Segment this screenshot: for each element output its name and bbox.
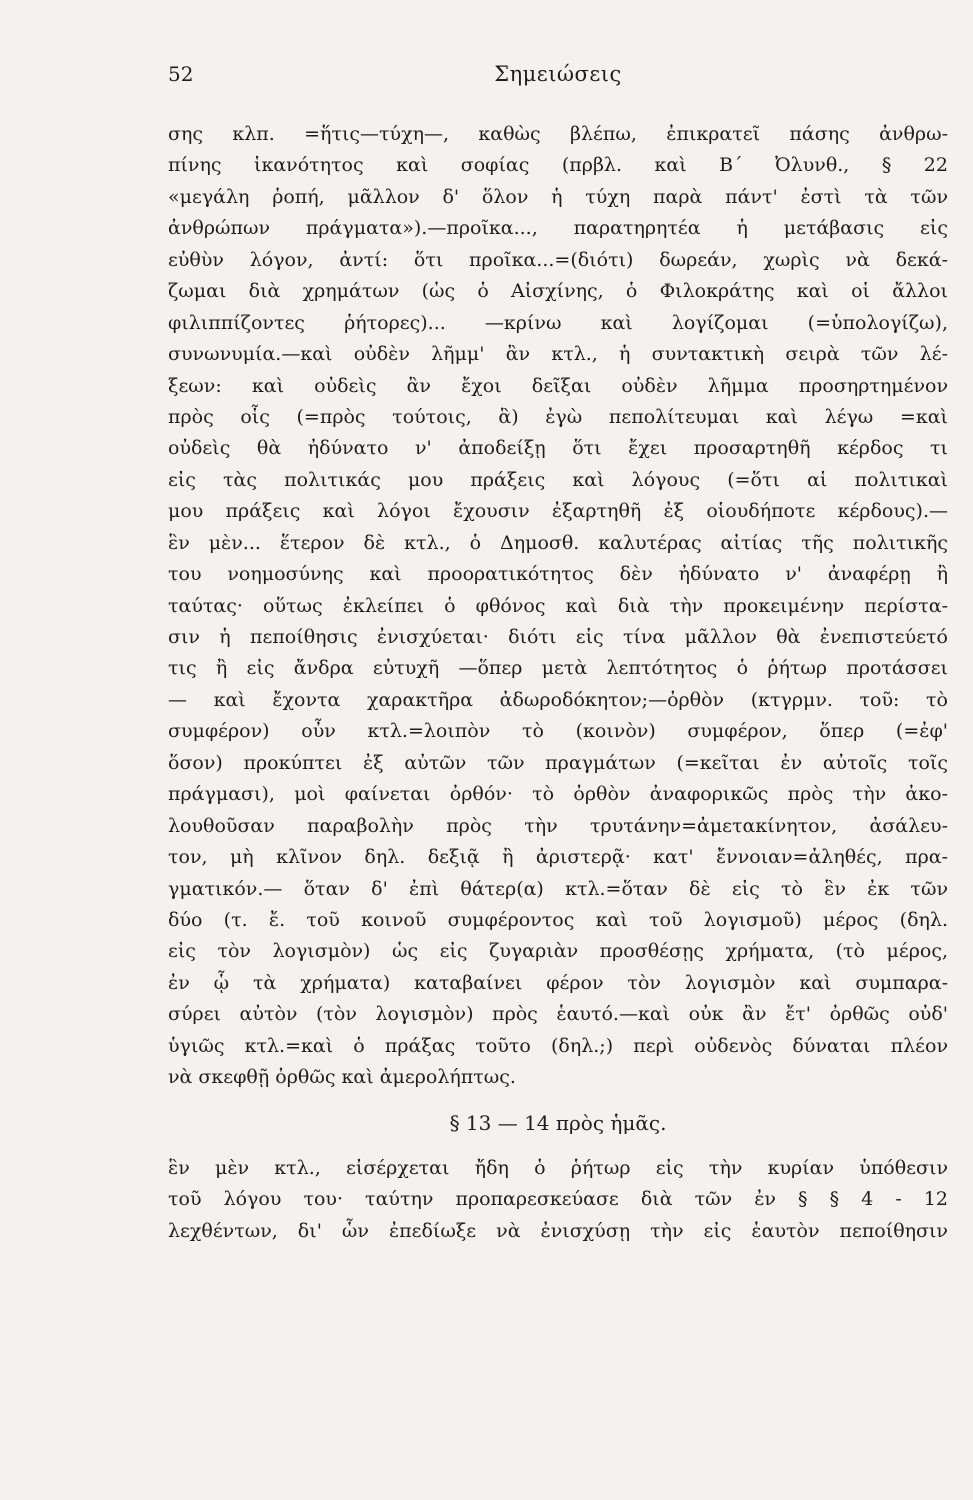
text-line: ἀνθρώπων πράγματα»).—προῖκα..., παρατηρητέα ἡ μετάβασις εἰς [168,217,948,240]
text-line: πράγμασι), μοὶ φαίνεται ὀρθόν· τὸ ὀρθὸν ἀναφορικῶς πρὸς τὴν ἀκο- [168,783,948,806]
spacer [168,1139,948,1153]
text-line: νὰ σκεφθῇ ὀρθῶς καὶ ἀμερολήπτως. [168,1066,516,1089]
text-line: «μεγάλη ῥοπή, μᾶλλον δ' ὅλον ἡ τύχη παρὰ πάντ' ἐστὶ τὰ τῶν [168,185,948,208]
text-line: σύρει αὐτὸν (τὸν λογισμὸν) πρὸς ἑαυτό.—καὶ οὐκ ἂν ἔτ' ὀρθῶς οὐδ' [168,1003,948,1026]
text-line: ὅσον) προκύπτει ἐξ αὐτῶν τῶν πραγμάτων (=κεῖται ἐν αὐτοῖς τοῖς [168,751,948,774]
text-line: ἓν μὲν κτλ., εἰσέρχεται ἤδη ὁ ῥήτωρ εἰς τὴν κυρίαν ὑπόθεσιν [168,1157,948,1179]
text-line: εἰς τὸν λογισμὸν) ὡς εἰς ζυγαριὰν προσθέσῃς χρήματα, (τὸ μέρος, [168,940,948,963]
text-line: δύο (τ. ἔ. τοῦ κοινοῦ συμφέροντος καὶ τοῦ λογισμοῦ) μέρος (δηλ. [168,908,948,931]
text-line: πρὸς οἷς (=πρὸς τούτοις, ἃ) ἐγὼ πεπολίτευμαι καὶ λέγω =καὶ [168,405,948,428]
text-line: του νοημοσύνης καὶ προορατικότητος δὲν ἠδύνατο ν' ἀναφέρῃ ἢ [168,563,948,586]
page-number: 52 [168,62,194,86]
text-line: σιν ἡ πεποίθησις ἐνισχύεται· διότι εἰς τίνα μᾶλλον θὰ ἐνεπιστεύετό [168,626,948,648]
section-heading: § 13 — 14 πρὸς ἡμᾶς. [449,1110,667,1135]
text-line: λουθοῦσαν παραβολὴν πρὸς τὴν τρυτάνην=ἀμετακίνητον, ἀσάλευ- [168,814,948,837]
text-line: τις ἢ εἰς ἄνδρα εὐτυχῆ —ὅπερ μετὰ λεπτότητος ὁ ῥήτωρ προτάσσει [168,657,948,680]
text-line: γματικόν.— ὅταν δ' ἐπὶ θάτερ(α) κτλ.=ὅταν δὲ εἰς τὸ ἓν ἐκ τῶν [168,877,948,900]
text-line: λεχθέντων, δι' ὧν ἐπεδίωξε νὰ ἐνισχύσῃ τὴν εἰς ἑαυτὸν πεποίθησιν [168,1219,948,1242]
text-line: συνωνυμία.—καὶ οὐδὲν λῆμμ' ἂν κτλ., ἡ συντακτικὴ σειρὰ τῶν λέ- [168,343,948,366]
text-line: ἐν ᾧ τὰ χρήματα) καταβαίνει φέρον τὸν λογισμὸν καὶ συμπαρα- [168,971,948,994]
text-line: τον, μὴ κλῖνον δηλ. δεξιᾷ ἢ ἀριστερᾷ· κατ' ἔννοιαν=ἀληθές, πρα- [168,846,948,869]
text-line: μου πράξεις καὶ λόγοι ἔχουσιν ἐξαρτηθῆ ἐξ οἱουδήποτε κέρδους).— [168,500,948,523]
text-line: συμφέρον) οὖν κτλ.=λοιπὸν τὸ (κοινὸν) συμφέρον, ὅπερ (=ἐφ' [168,720,948,743]
text-line: τοῦ λόγου του· ταύτην προπαρεσκεύασε διὰ τῶν ἐν § § 4 - 12 [168,1188,948,1211]
text-line: ταύτας· οὕτως ἐκλείπει ὁ φθόνος καὶ διὰ τὴν προκειμένην περίστα- [168,594,948,617]
text-line: — καὶ ἔχοντα χαρακτῆρα ἀδωροδόκητον;—ὀρθὸν (κτγρμν. τοῦ: τὸ [168,688,948,711]
text-line: ζωμαι διὰ χρημάτων (ὡς ὁ Αἰσχίνης, ὁ Φιλοκράτης καὶ οἱ ἄλλοι [168,280,948,303]
text-line: εἰς τὰς πολιτικάς μου πράξεις καὶ λόγους (=ὅτι αἱ πολιτικαὶ [168,468,948,491]
text-line: οὐδεὶς θὰ ἠδύνατο ν' ἀποδείξῃ ὅτι ἔχει προσαρτηθῆ κέρδος τι [168,437,948,460]
text-line: σης κλπ. =ἥτις—τύχη—, καθὼς βλέπω, ἐπικρατεῖ πάσης ἀνθρω- [168,123,948,145]
text-line: ὑγιῶς κτλ.=καὶ ὁ πράξας τοῦτο (δηλ.;) περὶ οὐδενὸς δύναται πλέον [168,1034,948,1057]
spacer [168,1094,948,1108]
text-line: εὐθὺν λόγον, ἀντί: ὅτι προῖκα...=(διότι) δωρεάν, χωρὶς νὰ δεκά- [168,248,948,271]
running-title: Σημειώσεις [494,62,622,86]
text-line: πίνης ἱκανότητος καὶ σοφίας (πρβλ. καὶ Β΄ Ὀλυνθ., § 22 [168,154,948,177]
text-line: ξεων: καὶ οὐδεὶς ἂν ἔχοι δεῖξαι οὐδὲν λῆμμα προσηρτημένον [168,374,948,397]
text-line: ἓν μὲν... ἕτερον δὲ κτλ., ὁ Δημοσθ. καλυτέρας αἰτίας τῆς πολιτικῆς [168,531,948,554]
body-text [168,119,948,1247]
page-header [168,62,948,96]
text-line: φιλιππίζοντες ῥήτορες)... —κρίνω καὶ λογίζομαι (=ὑπολογίζω), [168,311,948,334]
